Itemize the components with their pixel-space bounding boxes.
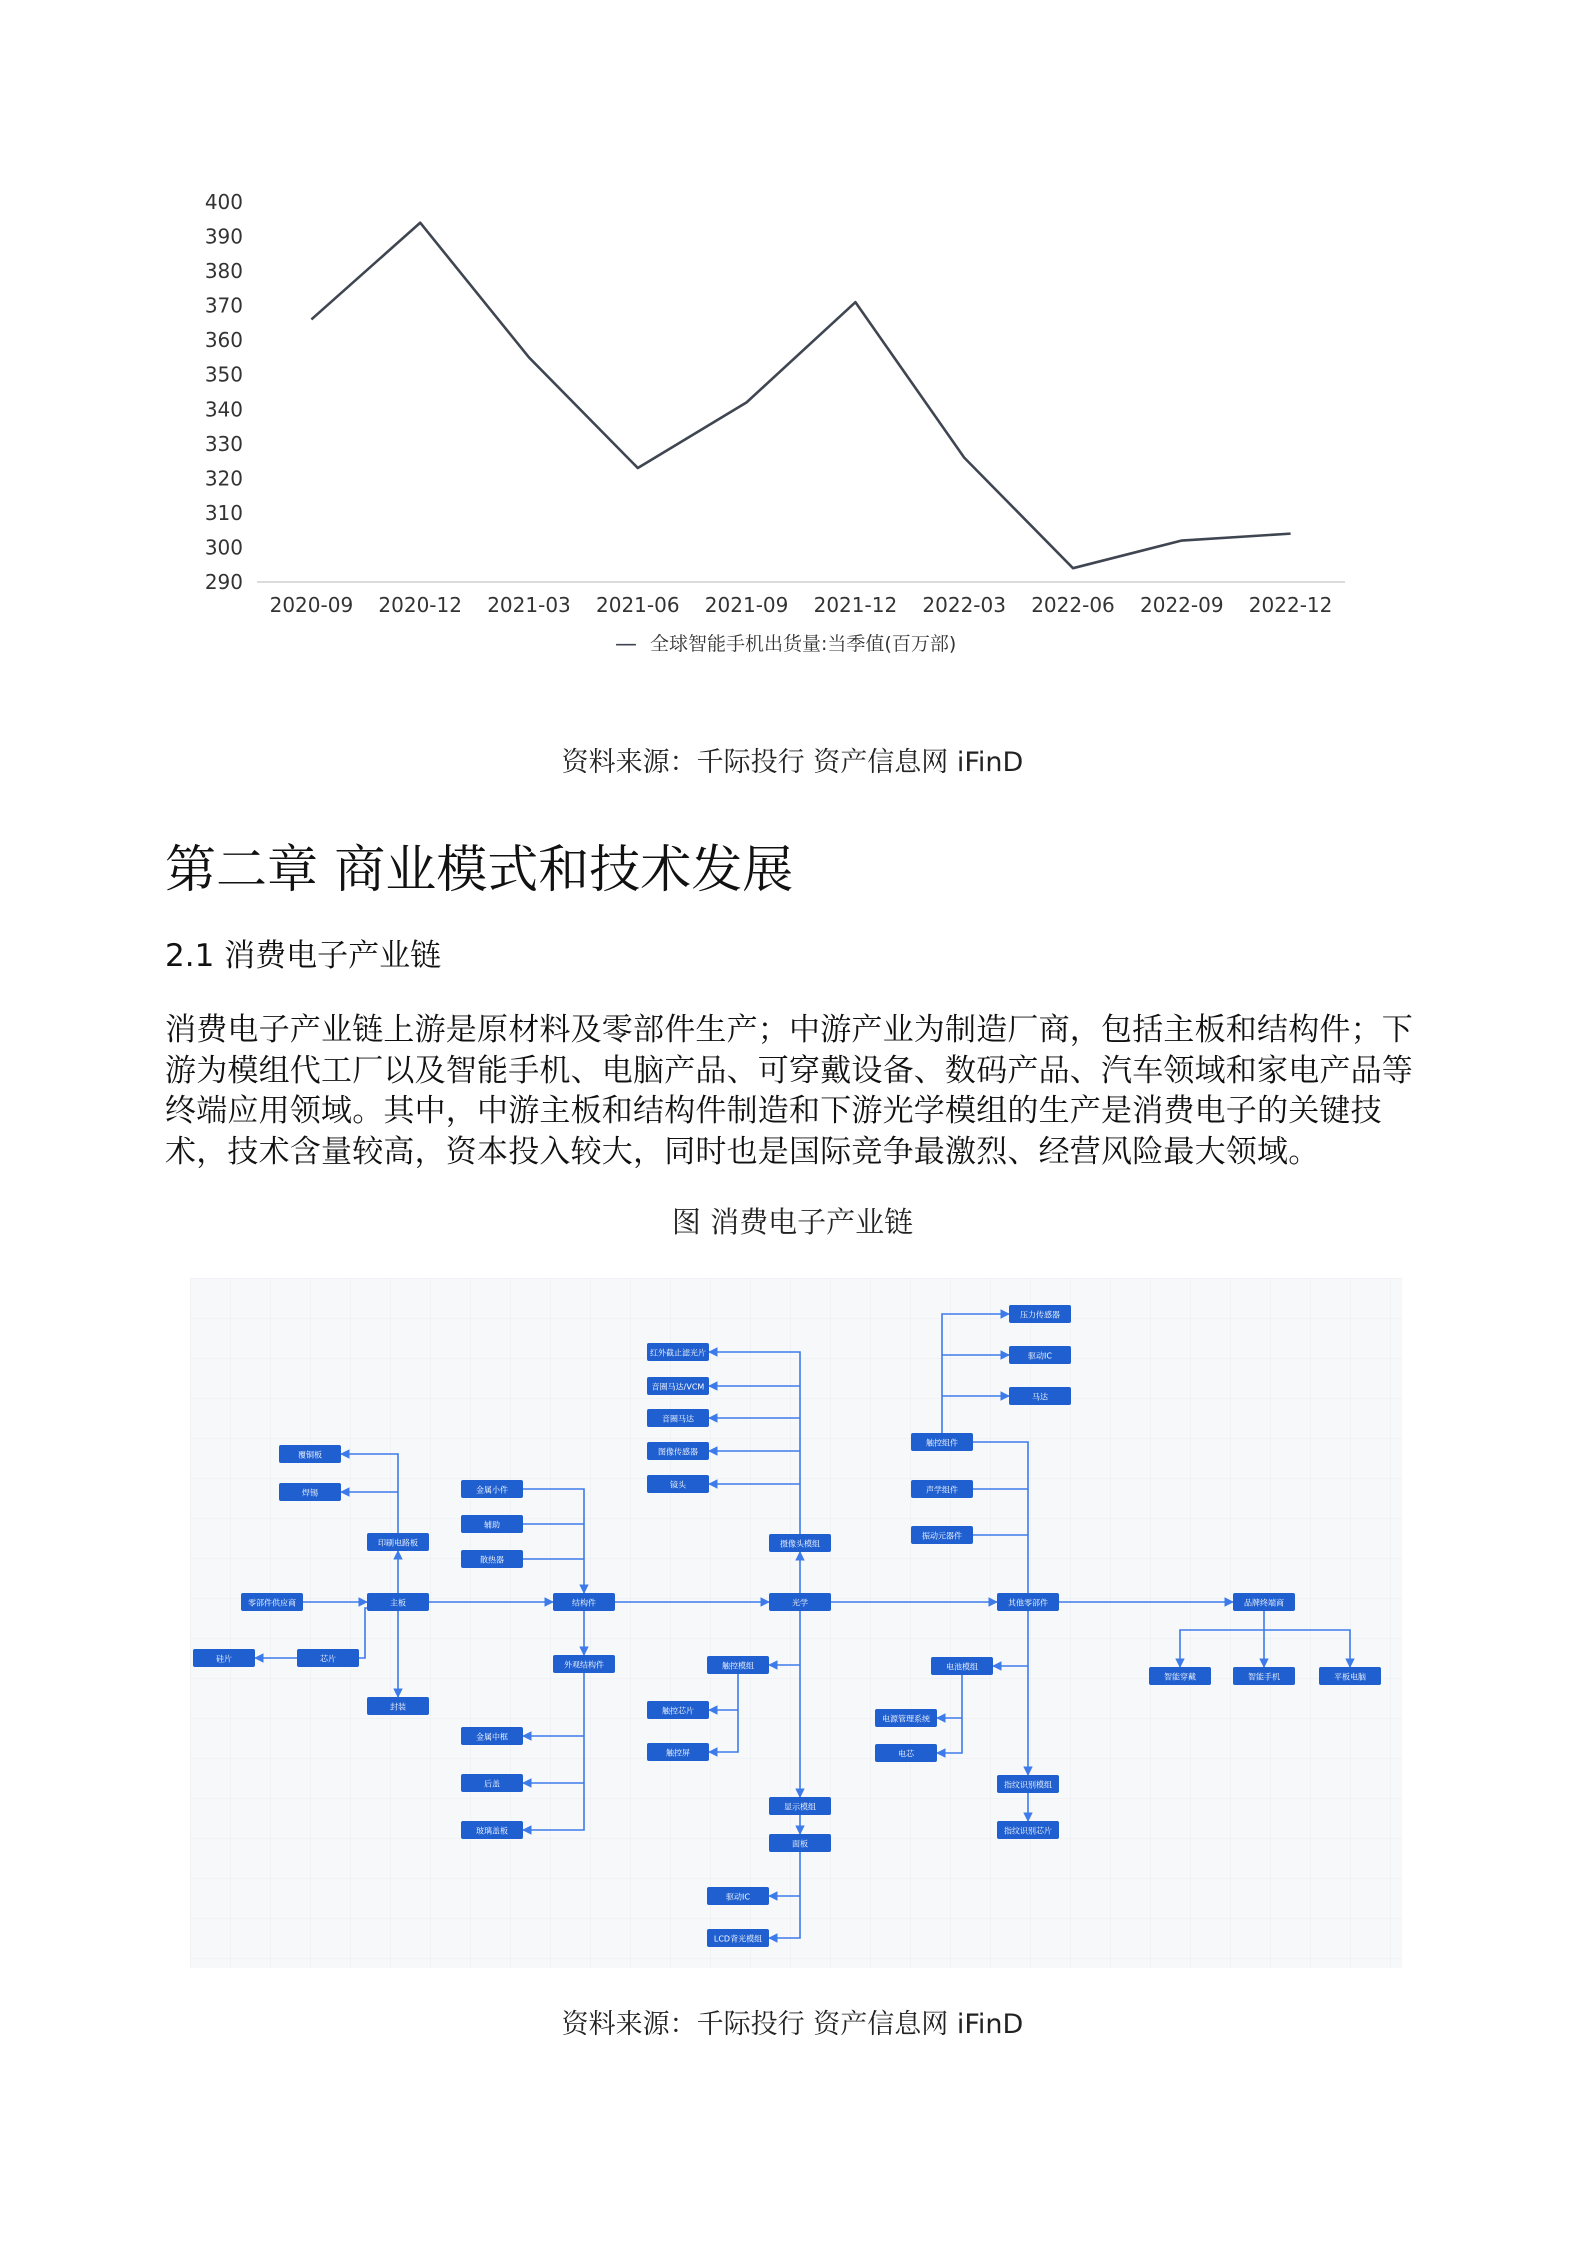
figure-caption: 图 消费电子产业链 (671, 1205, 914, 1239)
industry-chain-diagram (190, 1278, 1402, 1968)
node-label: 显示模组 (784, 1802, 816, 1812)
node-image-sensor (647, 1442, 709, 1460)
diagram-source-note: 资料来源：千际投行 资产信息网 iFinD (561, 2009, 1024, 2040)
node-label: 电芯 (898, 1749, 914, 1759)
node-label: 驱动IC (726, 1892, 750, 1902)
node-label: 散热器 (480, 1555, 504, 1565)
node-printed-circuit (367, 1533, 429, 1551)
node-acoustic (911, 1480, 973, 1498)
y-tick-label: 340 (204, 397, 243, 422)
node-outer-structure (553, 1655, 615, 1673)
node-label: 摄像头模组 (780, 1539, 820, 1549)
y-tick-label: 390 (204, 224, 243, 249)
node-driver-ic-display (707, 1887, 769, 1905)
node-heatsink (461, 1550, 523, 1568)
node-bms (875, 1709, 937, 1727)
node-glass-cover (461, 1821, 523, 1839)
body-paragraph: 消费电子产业链上游是原材料及零部件生产；中游产业为制造厂商，包括主板和结构件；下游为模组代工厂以及智能手机、电脑产品、可穿戴设备、数码产品、汽车领域和家电产品等终端应用领域。其中，中游主板和结构件制造和下游光学模组的生产是消费电子的关键技术，技术含量较高，资本投入较大，同时也是国际竞争最激烈、经营风险最大领域。 (165, 1012, 1413, 1170)
y-tick-label: 360 (204, 328, 243, 353)
node-label: 指纹识别模组 (1004, 1780, 1052, 1790)
node-wearable (1149, 1667, 1211, 1685)
node-solder (279, 1483, 341, 1501)
y-tick-label: 330 (204, 431, 243, 456)
node-label: 其他零部件 (1008, 1598, 1048, 1608)
x-axis (270, 593, 1333, 617)
node-label: 马达 (1032, 1392, 1048, 1402)
legend (615, 632, 956, 657)
legend-label: 全球智能手机出货量:当季值(百万部) (650, 633, 957, 655)
node-label: 面板 (792, 1839, 808, 1849)
node-label: 焊锡 (302, 1488, 318, 1498)
x-tick-label: 2022-03 (922, 593, 1006, 617)
node-label: 压力传感器 (1020, 1310, 1060, 1320)
node-label: 电源管理系统 (882, 1714, 930, 1724)
x-tick-label: 2021-09 (704, 593, 789, 617)
node-touch-module (707, 1656, 769, 1674)
node-wafer (193, 1649, 255, 1667)
x-tick-label: 2022-06 (1031, 593, 1115, 617)
node-label: 声学组件 (926, 1485, 958, 1495)
node-lens (647, 1475, 709, 1493)
node-lcd-backlight (707, 1929, 769, 1947)
node-label: 音圈马达 (662, 1414, 694, 1424)
node-optics (769, 1593, 831, 1611)
node-label: 红外截止滤光片 (650, 1348, 706, 1358)
y-tick-label: 370 (204, 293, 243, 318)
node-label: 图像传感器 (658, 1447, 698, 1457)
series-line (311, 223, 1290, 568)
node-label: 指纹识别芯片 (1004, 1826, 1052, 1836)
node-parts-supplier (241, 1593, 303, 1611)
node-label: 触控屏 (666, 1748, 690, 1758)
node-structure (553, 1593, 615, 1611)
x-tick-label: 2021-12 (813, 593, 898, 617)
node-pressure-sensor (1009, 1305, 1071, 1323)
node-display-module (769, 1797, 831, 1815)
node-brand (1233, 1593, 1295, 1611)
node-voice-motor (647, 1409, 709, 1427)
node-label: 振动元器件 (922, 1531, 962, 1541)
node-label: 智能穿戴 (1164, 1672, 1196, 1682)
node-motor (1009, 1387, 1071, 1405)
node-label: 金属小件 (476, 1485, 508, 1495)
x-tick-label: 2022-12 (1248, 593, 1333, 617)
node-driver-ic (1009, 1346, 1071, 1364)
node-back-cover (461, 1774, 523, 1792)
node-label: 镜头 (670, 1480, 686, 1490)
node-label: 印刷电路板 (378, 1538, 418, 1548)
node-label: 触控组件 (926, 1438, 958, 1448)
node-label: 覆铜板 (298, 1450, 322, 1460)
y-tick-label: 290 (204, 570, 243, 594)
node-pcb (279, 1445, 341, 1463)
y-axis (205, 190, 243, 594)
node-haptic (911, 1433, 973, 1451)
node-label: 品牌终端商 (1244, 1598, 1284, 1608)
node-vibration (911, 1526, 973, 1544)
node-ir-filter (647, 1343, 709, 1361)
node-battery-module (931, 1657, 993, 1675)
node-fingerprint-chip (997, 1821, 1059, 1839)
node-label: 触控模组 (722, 1661, 754, 1671)
legend-marker: — (615, 632, 637, 657)
x-tick-label: 2022-09 (1140, 593, 1224, 617)
node-graphite (461, 1515, 523, 1533)
node-label: 金属中框 (476, 1732, 508, 1742)
node-label: 平板电脑 (1334, 1672, 1366, 1682)
section-title: 2.1 消费电子产业链 (165, 938, 442, 974)
node-label: 零部件供应商 (248, 1598, 296, 1608)
y-tick-label: 400 (204, 190, 243, 214)
node-touch-screen (647, 1743, 709, 1761)
node-metal-frame (461, 1727, 523, 1745)
node-vcm (647, 1377, 709, 1395)
node-label: 光学 (792, 1598, 808, 1608)
node-label: 触控芯片 (662, 1706, 694, 1716)
node-label: 封装 (390, 1702, 406, 1712)
node-label: 芯片 (320, 1654, 336, 1664)
y-tick-label: 310 (204, 500, 243, 525)
chapter-title: 第二章 商业模式和技术发展 (165, 841, 794, 900)
diagram-grid (190, 1278, 1402, 1968)
node-label: 外观结构件 (564, 1660, 604, 1670)
node-label: 电池模组 (946, 1662, 978, 1672)
x-tick-label: 2020-09 (269, 593, 354, 617)
node-label: 后盖 (484, 1779, 500, 1789)
x-tick-label: 2020-12 (378, 593, 462, 617)
node-panel (769, 1834, 831, 1852)
node-label: 结构件 (572, 1598, 596, 1608)
y-tick-label: 380 (204, 259, 243, 284)
node-camera-module (769, 1534, 831, 1552)
node-chip (297, 1649, 359, 1667)
node-phone (1233, 1667, 1295, 1685)
node-fingerprint-module (997, 1775, 1059, 1793)
node-touch-chip (647, 1701, 709, 1719)
y-tick-label: 300 (204, 535, 243, 560)
node-tablet (1319, 1667, 1381, 1685)
node-label: 玻璃盖板 (476, 1826, 508, 1836)
node-label: 驱动IC (1028, 1351, 1052, 1361)
node-label: 音圈马达/VCM (651, 1382, 705, 1392)
y-tick-label: 320 (204, 466, 243, 491)
smartphone-shipments-line-chart (185, 180, 1355, 680)
node-label: 智能手机 (1248, 1672, 1280, 1682)
node-metal-small (461, 1480, 523, 1498)
node-mainboard (367, 1593, 429, 1611)
node-label: 硅片 (216, 1654, 232, 1664)
x-tick-label: 2021-06 (596, 593, 680, 617)
node-other-parts (997, 1593, 1059, 1611)
x-tick-label: 2021-03 (487, 593, 571, 617)
node-label: 主板 (390, 1598, 406, 1608)
node-label: 辅助 (484, 1520, 500, 1530)
node-cell (875, 1744, 937, 1762)
node-label: LCD背光模组 (713, 1934, 763, 1944)
node-package (367, 1697, 429, 1715)
chart-source-note: 资料来源：千际投行 资产信息网 iFinD (561, 747, 1024, 778)
y-tick-label: 350 (204, 362, 243, 387)
